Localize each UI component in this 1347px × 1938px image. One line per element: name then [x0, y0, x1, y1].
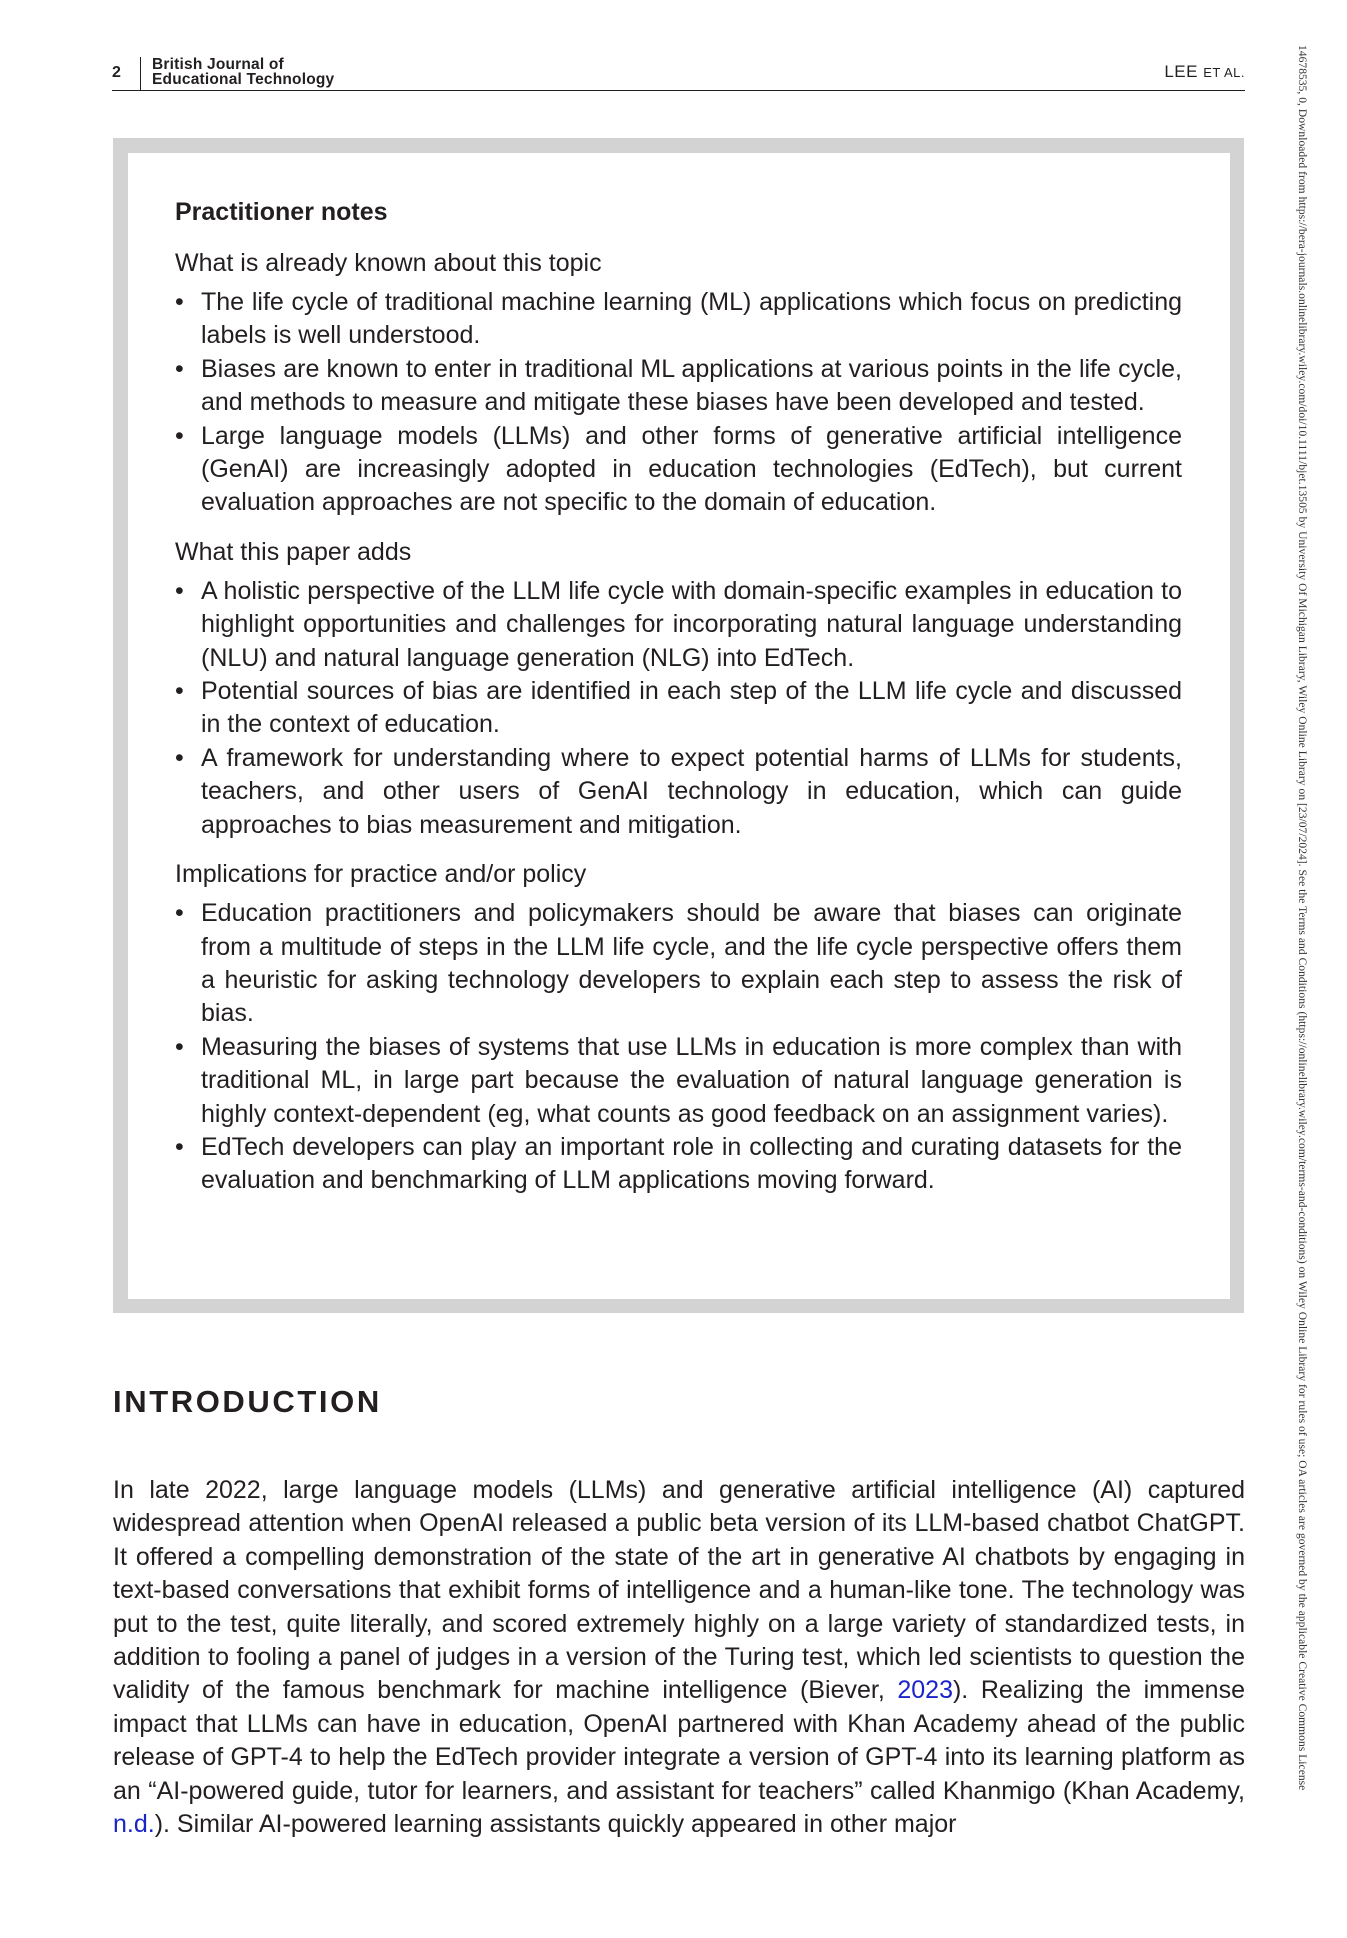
- journal-name: [152, 57, 334, 87]
- notes-section-heading: What this paper adds: [175, 537, 412, 566]
- notes-bullet: • The life cycle of traditional machine learning (ML) applications which focus on predicting labels is well understood.: [175, 286, 1182, 353]
- notes-section-heading: What is already known about this topic: [175, 249, 602, 277]
- practitioner-notes-box: [113, 138, 1244, 1313]
- notes-bullet: • EdTech developers can play an important role in collecting and curating datasets for the evaluation and benchmarking of LLM applications moving forward.: [175, 1131, 1182, 1198]
- notes-section-heading: Implications for practice and/or policy: [175, 860, 587, 889]
- notes-bullet: • A framework for understanding where to expect potential harms of LLMs for students, teachers, and other users of GenAI technology in education, which can guide approaches to bias measurement and mitigation.: [175, 742, 1182, 842]
- notes-bullet: • A holistic perspective of the LLM life cycle with domain-specific examples in education to highlight opportunities and challenges for incorporating natural language understanding (NLU) and natural language generation (NLG) into EdTech.: [175, 575, 1182, 675]
- notes-bullet: • Education practitioners and policymakers should be aware that biases can originate from a multitude of steps in the LLM life cycle, and the life cycle perspective offers them a heuristic for asking technology developers to explain each step to assess the risk of bias.: [175, 897, 1182, 1031]
- page-number: 2: [112, 64, 121, 81]
- intro-text-part-1: In late 2022, large language models (LLMs) and generative artificial intelligence (AI) captured widespread attention when OpenAI released a public beta version of its LLM-based chatbot ChatGPT. It offered a compelling demonstration of the state of the art in generative AI chatbots by engaging in text-based conversations that exhibit forms of intelligence and a human-like tone. The technology was put to the test, quite literally, and scored extremely highly on a large variety of standardized tests, in addition to fooling a panel of judges in a version of the Turing test, which led scientists to question the validity of the famous benchmark for machine intelligence (Biever,: [113, 1476, 1245, 1705]
- intro-text-part-3: ). Similar AI-powered learning assistants quickly appeared in other major: [154, 1810, 957, 1839]
- journal-name-line-1: British Journal of: [152, 56, 284, 73]
- introduction-paragraph: [113, 1474, 1245, 1841]
- practitioner-notes-panel: [128, 153, 1230, 1299]
- download-notice: 14678535, 0, Downloaded from https://bera-journals.onlinelibrary.wiley.com/doi/10.1111/bjet.13505 by University Of Michigan Library, Wiley Online Library on [23/07/2024]. See the Terms and Conditions (https://onlinelibrary.wiley.com/terms-and-conditions) on Wiley Online Library for rules of use; OA articles are governed by the applicable Creative Commons License: [1296, 45, 1308, 1791]
- notes-section-list: [175, 897, 1182, 1198]
- running-header: [112, 54, 1245, 92]
- notes-bullet: • Potential sources of bias are identified in each step of the LLM life cycle and discussed in the context of education.: [175, 675, 1182, 742]
- journal-name-line-2: Educational Technology: [152, 71, 335, 88]
- notes-bullet: • Large language models (LLMs) and other forms of generative artificial intelligence (GenAI) are increasingly adopted in education technologies (EdTech), but current evaluation approaches are not specific to the domain of education.: [175, 420, 1182, 520]
- practitioner-notes-title: Practitioner notes: [175, 198, 388, 226]
- authors-et-al: ET AL.: [1203, 65, 1245, 80]
- header-divider: [140, 57, 141, 91]
- authors-main: LEE: [1164, 62, 1198, 81]
- running-authors: [1164, 62, 1245, 82]
- header-rule: [112, 90, 1245, 91]
- citation-link-biever[interactable]: 2023: [897, 1676, 953, 1705]
- intro-text-part-2: ). Realizing the immense impact that LLMs can have in education, OpenAI partnered with Khan Academy ahead of the public release of GPT-4 to help the EdTech provider integrate a version of GPT-4 into its learning platform as an “AI-powered guide, tutor for learners, and assistant for teachers” called Khanmigo (Khan Academy,: [113, 1676, 1245, 1805]
- notes-bullet: • Measuring the biases of systems that use LLMs in education is more complex than with traditional ML, in large part because the evaluation of natural language generation is highly context-dependent (eg, what counts as good feedback on an assignment varies).: [175, 1031, 1182, 1131]
- citation-link-khan-academy[interactable]: n.d.: [113, 1810, 155, 1839]
- notes-bullet: • Biases are known to enter in traditional ML applications at various points in the life cycle, and methods to measure and mitigate these biases have been developed and tested.: [175, 353, 1182, 420]
- notes-section-list: [175, 575, 1182, 842]
- notes-section-list: [175, 286, 1182, 520]
- section-heading-introduction: INTRODUCTION: [113, 1384, 382, 1419]
